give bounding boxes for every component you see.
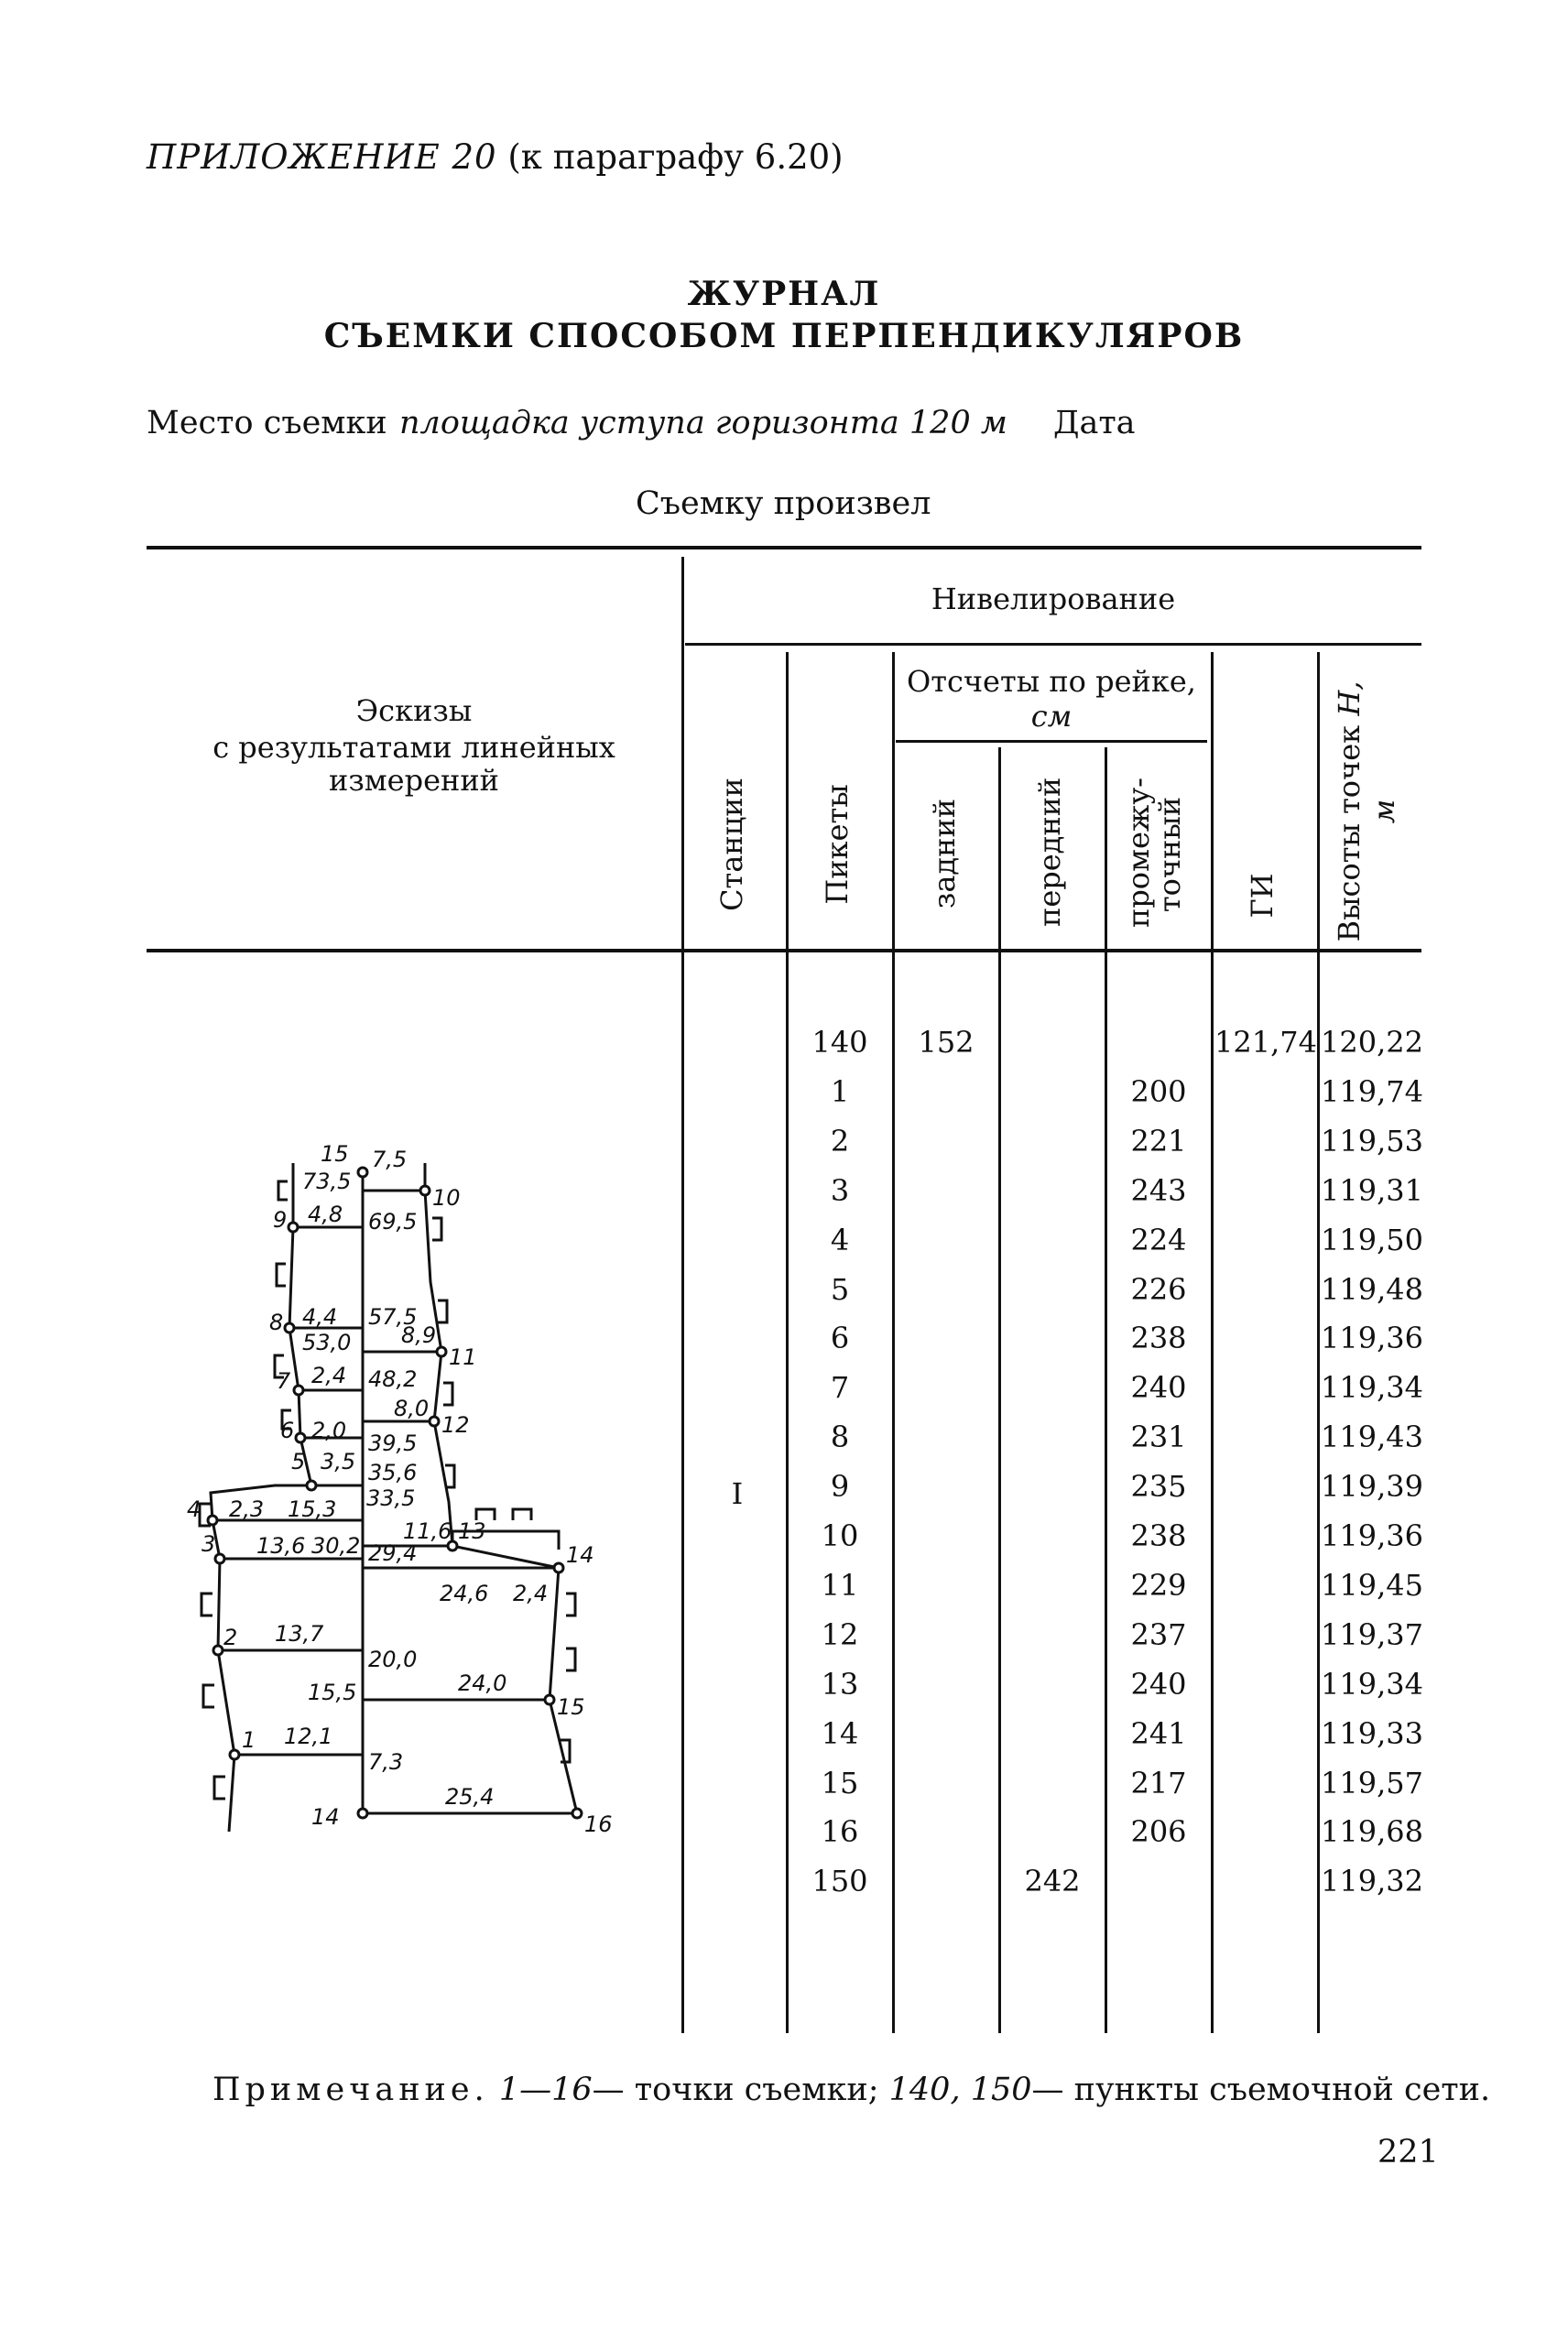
note-stations: 140, 150	[888, 2072, 1032, 2108]
sketch-label: 8,9	[401, 1322, 437, 1348]
sketch-label: 4,4	[302, 1304, 338, 1330]
sketch-label: 35,6	[368, 1460, 418, 1485]
table-cell-inter: 229	[1130, 1567, 1187, 1603]
table-cell-picket: 5	[830, 1271, 850, 1307]
sketch-label: 2,4	[311, 1363, 347, 1388]
sketch-label: 2,4	[513, 1581, 549, 1606]
sketch-label: 13	[458, 1518, 486, 1544]
table-cell-inter: 240	[1130, 1666, 1187, 1702]
col-divider-station	[786, 652, 789, 2033]
sketch-label: 9	[273, 1207, 288, 1233]
intermediate-header-line1: промежу-	[1121, 778, 1156, 928]
sketch-label: 14	[311, 1804, 340, 1830]
table-cell-inter: 221	[1130, 1123, 1187, 1159]
table-cell-picket: 10	[821, 1518, 859, 1553]
table-cell-inter: 243	[1130, 1172, 1187, 1208]
header-bottom-rule	[147, 949, 1421, 952]
footnote	[212, 2072, 1490, 2108]
readings-underline	[896, 740, 1207, 743]
journal-subtitle: СЪЕМКИ СПОСОБОМ ПЕРПЕНДИКУЛЯРОВ	[323, 317, 1245, 355]
readings-unit: см	[1030, 699, 1073, 734]
table-cell-front: 242	[1024, 1864, 1081, 1899]
table-cell-h: 119,57	[1321, 1765, 1423, 1800]
sketch-label: 20,0	[368, 1647, 418, 1672]
col-divider-sketch	[681, 557, 684, 2033]
sketch-label: 73,5	[302, 1169, 352, 1194]
sketch-label: 33,5	[366, 1485, 416, 1511]
table-cell-inter: 237	[1130, 1616, 1187, 1652]
point-14b-marker	[358, 1809, 367, 1818]
sketch-header-line2: с результатами линейных	[212, 730, 615, 765]
table-cell-picket: 16	[821, 1814, 859, 1850]
table-cell-h: 119,53	[1321, 1123, 1423, 1159]
table-cell-h: 119,36	[1321, 1321, 1423, 1356]
table-cell-picket: 6	[830, 1321, 850, 1356]
page-number: 221	[1377, 2134, 1439, 2170]
table-cell-inter: 226	[1130, 1271, 1187, 1307]
sketch-label: 4	[187, 1496, 201, 1522]
point-9-marker	[289, 1223, 298, 1232]
sketch-label: 24,6	[440, 1581, 489, 1606]
table-cell-h: 119,48	[1321, 1271, 1423, 1307]
sketch-label: 8	[269, 1310, 284, 1335]
table-cell-inter: 238	[1130, 1321, 1187, 1356]
intermediate-header-line2: точный	[1152, 796, 1187, 913]
point-2-marker	[213, 1646, 223, 1655]
place-label: Место съемки	[147, 405, 387, 441]
table-cell-picket: 15	[821, 1765, 859, 1800]
sketch-label: 11,6	[403, 1518, 452, 1544]
sketch-label: 15	[557, 1694, 585, 1720]
sketch-label: 48,2	[368, 1366, 418, 1392]
point-1-marker	[230, 1750, 239, 1759]
table-cell-h: 119,33	[1321, 1715, 1423, 1751]
point-12-marker	[430, 1417, 439, 1426]
table-cell-picket: 12	[821, 1616, 859, 1652]
table-cell-h: 119,32	[1321, 1864, 1423, 1899]
table-cell-inter: 200	[1130, 1073, 1187, 1109]
sketch-label: 69,5	[368, 1209, 418, 1235]
journal-title: ЖУРНАЛ	[687, 275, 881, 313]
note-points: 1—16	[498, 2072, 593, 2108]
table-cell-h: 120,22	[1321, 1025, 1423, 1060]
table-cell-picket: 8	[830, 1420, 850, 1455]
sketch-label: 7	[277, 1368, 291, 1394]
table-cell-picket: 14	[821, 1715, 859, 1751]
col-divider-picket	[892, 652, 895, 2033]
table-cell-picket: 11	[821, 1567, 859, 1603]
table-cell-inter: 224	[1130, 1222, 1187, 1257]
point-15b-marker	[545, 1695, 554, 1704]
table-cell-h: 119,50	[1321, 1222, 1423, 1257]
picket-column-header: Пикеты	[820, 784, 855, 905]
table-cell-picket: 3	[830, 1172, 850, 1208]
sketch-label: 15	[321, 1141, 349, 1167]
sketch-label: 39,5	[368, 1431, 418, 1456]
appendix-label: ПРИЛОЖЕНИЕ 20	[147, 137, 497, 177]
surveyor-label: Съемку произвел	[636, 485, 931, 522]
leveling-header: Нивелирование	[931, 582, 1176, 616]
station-cell: I	[731, 1476, 744, 1511]
table-cell-h: 119,34	[1321, 1370, 1423, 1406]
front-column-header: передний	[1032, 777, 1067, 927]
col-divider-gi	[1317, 652, 1320, 2033]
point-10-marker	[420, 1186, 430, 1195]
table-cell-h: 119,34	[1321, 1666, 1423, 1702]
readings-header: Отсчеты по рейке,	[907, 664, 1196, 699]
table-cell-picket: 9	[830, 1469, 850, 1505]
table-top-rule	[147, 546, 1421, 549]
sketch-label: 11	[449, 1344, 477, 1370]
sketch-label: 16	[584, 1811, 613, 1837]
sketch-label: 29,4	[368, 1540, 418, 1566]
sketch-label: 12	[441, 1412, 470, 1438]
sketch-label: 8,0	[394, 1396, 430, 1421]
table-cell-h: 119,37	[1321, 1616, 1423, 1652]
sketch-label: 24,0	[458, 1670, 507, 1696]
sketch-label: 13,6	[256, 1533, 306, 1559]
sketch-label: 2,3	[229, 1496, 265, 1522]
survey-sketch	[174, 1136, 650, 1868]
height-header-unit: м	[1367, 799, 1401, 824]
point-16-marker	[572, 1809, 582, 1818]
point-11-marker	[437, 1347, 446, 1356]
place-value: площадка уступа горизонта 120 м	[399, 405, 1007, 441]
table-cell-inter: 238	[1130, 1518, 1187, 1553]
station-column-header: Станции	[714, 778, 749, 911]
point-8-marker	[285, 1323, 294, 1333]
table-cell-h: 119,45	[1321, 1567, 1423, 1603]
col-divider-back	[998, 747, 1001, 2033]
table-cell-inter: 241	[1130, 1715, 1187, 1751]
point-5-marker	[307, 1481, 316, 1490]
note-text-1: — точки съемки;	[592, 2072, 879, 2108]
table-cell-picket: 1	[830, 1073, 850, 1109]
sketch-label: 57,5	[368, 1304, 418, 1330]
table-cell-inter: 240	[1130, 1370, 1187, 1406]
sketch-label: 7,5	[372, 1147, 408, 1172]
sketch-label: 12,1	[284, 1724, 333, 1749]
table-cell-back: 152	[918, 1025, 975, 1060]
appendix-reference: (к параграфу 6.20)	[507, 137, 844, 177]
sketch-label: 4,8	[308, 1202, 343, 1227]
sketch-label: 6	[280, 1418, 295, 1443]
table-cell-h: 119,31	[1321, 1172, 1423, 1208]
point-15-marker	[358, 1168, 367, 1177]
table-cell-inter: 235	[1130, 1469, 1187, 1505]
sketch-label: 14	[566, 1542, 594, 1568]
table-cell-h: 119,74	[1321, 1073, 1423, 1109]
table-cell-picket: 140	[811, 1025, 868, 1060]
table-cell-picket: 4	[830, 1222, 850, 1257]
note-label: Примечание.	[212, 2072, 489, 2108]
point-4-marker	[208, 1516, 217, 1525]
height-header-line1: Высоты точек	[1332, 724, 1367, 942]
sketch-header-line1: Эскизы	[355, 693, 473, 728]
sketch-label: 53,0	[302, 1330, 352, 1355]
table-cell-h: 119,36	[1321, 1518, 1423, 1553]
sketch-header-line3: измерений	[328, 763, 499, 798]
sketch-label: 2,0	[311, 1418, 347, 1443]
table-cell-inter: 217	[1130, 1765, 1187, 1800]
height-column-header	[1332, 679, 1409, 944]
table-cell-picket: 150	[811, 1864, 868, 1899]
sketch-label: 25,4	[445, 1784, 495, 1810]
sketch-label: 3,5	[321, 1449, 356, 1474]
back-column-header: задний	[927, 798, 962, 909]
table-cell-gi: 121,74	[1214, 1025, 1317, 1060]
table-cell-h: 119,43	[1321, 1420, 1423, 1455]
col-divider-front	[1105, 747, 1107, 2033]
table-cell-inter: 231	[1130, 1420, 1187, 1455]
gi-column-header: ГИ	[1245, 873, 1279, 919]
note-text-2: — пункты съемочной сети.	[1031, 2072, 1491, 2108]
sketch-label: 7,3	[368, 1749, 404, 1775]
date-label: Дата	[1053, 405, 1136, 441]
table-cell-h: 119,68	[1321, 1814, 1423, 1850]
sketch-label: 30,2	[311, 1533, 361, 1559]
sketch-label: 13,7	[275, 1621, 324, 1647]
appendix-heading	[147, 137, 844, 177]
point-6-marker	[296, 1433, 305, 1442]
table-cell-inter: 206	[1130, 1814, 1187, 1850]
point-3-marker	[215, 1554, 224, 1563]
sketch-label: 2	[223, 1625, 238, 1650]
table-cell-picket: 2	[830, 1123, 850, 1159]
sketch-label: 10	[432, 1185, 461, 1211]
col-divider-inter	[1211, 652, 1214, 2033]
leveling-underline	[685, 643, 1421, 646]
height-header-variable: H,	[1332, 680, 1367, 716]
table-cell-picket: 13	[821, 1666, 859, 1702]
point-14-marker	[554, 1563, 563, 1572]
sketch-label: 3	[201, 1531, 216, 1557]
sketch-label: 15,3	[288, 1496, 337, 1522]
sketch-label: 1	[242, 1727, 256, 1753]
sketch-label: 15,5	[308, 1680, 357, 1705]
table-cell-h: 119,39	[1321, 1469, 1423, 1505]
intermediate-column-header	[1121, 778, 1192, 928]
table-cell-picket: 7	[830, 1370, 850, 1406]
sketch-label: 5	[291, 1449, 306, 1474]
point-7-marker	[294, 1386, 303, 1395]
